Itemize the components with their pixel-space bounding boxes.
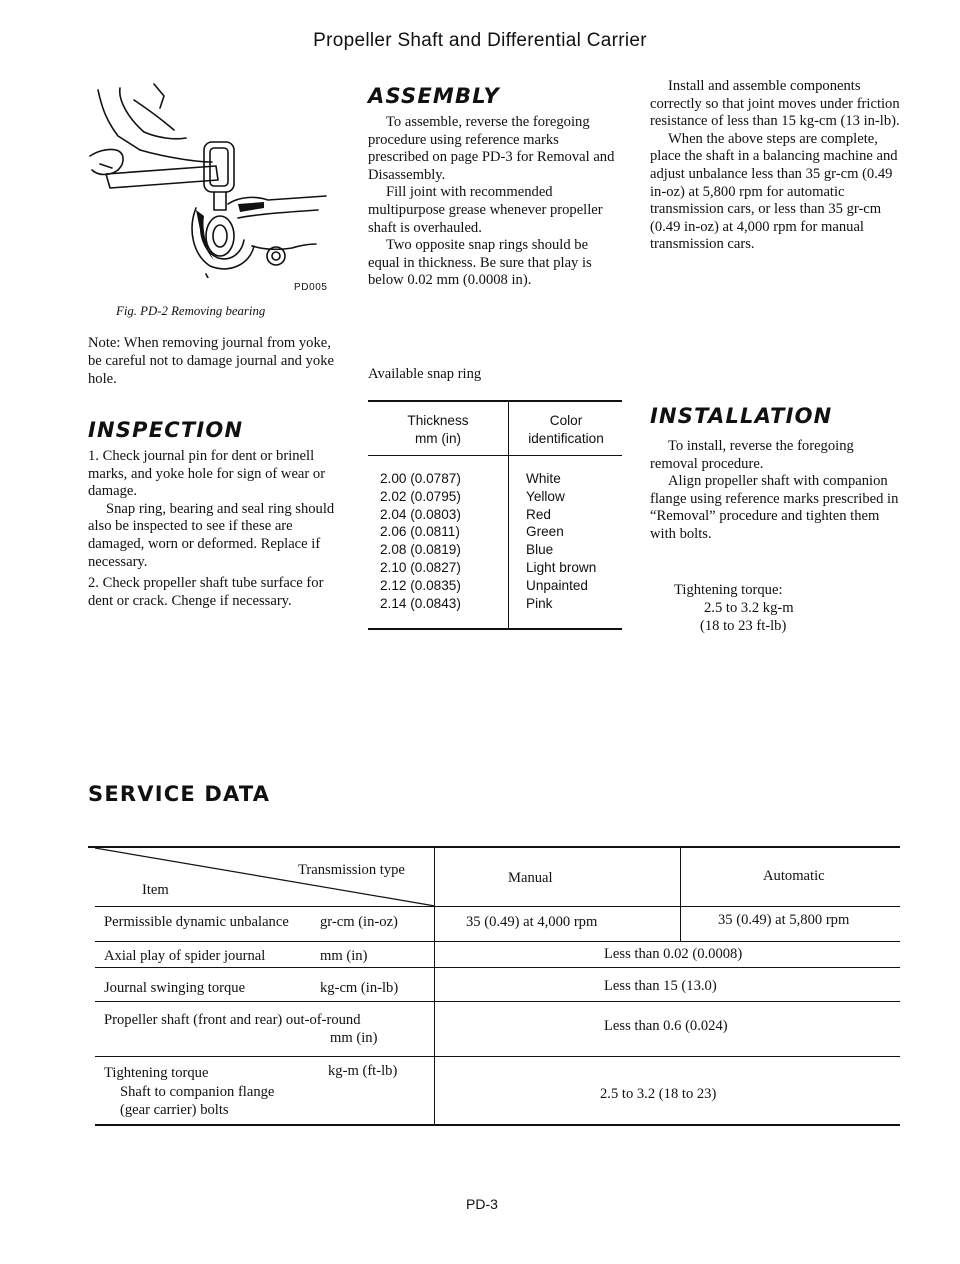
right-para-1: Install and assemble components correctly so that joint moves under friction resistance of less than 15 kg-cm (13 in-lb). <box>650 78 900 130</box>
service-row1-unit: gr-cm (in-oz) <box>320 914 398 930</box>
table-row: White <box>526 471 561 486</box>
inspection-item-2: 2. Check propeller shaft tube surface for dent or crack. Chenge if necessary. <box>88 575 324 609</box>
service-table-row2-rule <box>95 967 900 968</box>
snap-table-header-color <box>510 412 622 448</box>
table-row: 2.12 (0.0835) <box>380 577 461 593</box>
right-para-2: When the above steps are complete, place the shaft in a balancing machine and adjust unbalance less than 35 gr-cm (0.49 in-oz) at 5,800 rpm for automatic transmission cars, or less than 35 gr-cm (0.49 in-oz) at 4,000 rpm for manual transmission cars. <box>650 130 898 253</box>
snap-table-header-thickness <box>370 412 506 448</box>
installation-para-2: Align propeller shaft with companion flange using reference marks prescribed in “Removal” procedure and tighten them with bolts. <box>650 473 899 542</box>
service-row5-sub2: (gear carrier) bolts <box>120 1102 229 1118</box>
right-column-text <box>650 78 904 254</box>
table-row: 2.10 (0.0827) <box>380 559 461 575</box>
table-row: Red <box>526 506 551 522</box>
service-row4-unit: mm (in) <box>330 1030 378 1046</box>
service-row1-automatic: 35 (0.49) at 5,800 rpm <box>718 912 850 928</box>
service-table-col-divider-1 <box>434 848 435 1126</box>
service-table-header-rule <box>95 906 900 907</box>
service-table-col-divider-2 <box>680 848 681 942</box>
service-row1-item: Permissible dynamic unbalance <box>104 914 289 930</box>
table-row: Unpainted <box>526 577 588 593</box>
table-row: Light brown <box>526 559 597 575</box>
service-header-transmission-type: Transmission type <box>298 862 405 878</box>
assembly-para-3: Two opposite snap rings should be equal in thickness. Be sure that play is below 0.02 mm (0.0008 in). <box>368 237 592 289</box>
figure-caption: Fig. PD-2 Removing bearing <box>116 304 266 318</box>
page-number: PD-3 <box>466 1196 498 1212</box>
figure-code: PD005 <box>294 282 328 293</box>
snap-table-bottom-rule <box>368 628 622 630</box>
table-row: 2.00 (0.0787) <box>380 471 461 486</box>
service-row3-item: Journal swinging torque <box>104 980 246 996</box>
service-row5-item: Tightening torque <box>104 1065 209 1081</box>
snap-table-thickness-col <box>380 470 506 612</box>
table-row: Blue <box>526 542 554 558</box>
thickness-unit: mm (in) <box>414 430 462 446</box>
table-row: Pink <box>526 595 553 611</box>
inspection-item-1-detail: Snap ring, bearing and seal ring should also be inspected to see if these are damaged, worn or deformed. Replace if necessary. <box>88 500 335 570</box>
assembly-para-1: To assemble, reverse the foregoing procedure using reference marks prescribed on page PD-3 for Removal and Disassembly. <box>368 114 615 183</box>
service-row4-value: Less than 0.6 (0.024) <box>604 1018 728 1034</box>
service-row3-value: Less than 15 (13.0) <box>604 978 717 994</box>
color-header-2: identification <box>528 430 604 446</box>
table-row: 2.08 (0.0819) <box>380 542 461 558</box>
snap-table-color-col <box>526 470 622 612</box>
tightening-torque-value-imperial: (18 to 23 ft-lb) <box>700 618 787 634</box>
table-row: 2.06 (0.0811) <box>380 524 460 540</box>
assembly-para-2: Fill joint with recommended multipurpose grease whenever propeller shaft is overhauled. <box>368 184 603 236</box>
page-header: Propeller Shaft and Differential Carrier <box>313 30 647 51</box>
service-row2-item: Axial play of spider journal <box>104 948 266 964</box>
service-row2-unit: mm (in) <box>320 948 368 964</box>
service-row2-value: Less than 0.02 (0.0008) <box>604 946 743 962</box>
color-header: Color <box>549 413 583 428</box>
service-row4-item: Propeller shaft (front and rear) out-of-round <box>104 1012 361 1028</box>
note-text: Note: When removing journal from yoke, be careful not to damage journal and yoke hole. <box>88 335 334 387</box>
service-table-row4-rule <box>95 1056 900 1057</box>
tightening-torque-value-metric: 2.5 to 3.2 kg-m <box>704 600 794 616</box>
service-row5-value: 2.5 to 3.2 (18 to 23) <box>600 1086 717 1102</box>
installation-text <box>650 438 904 544</box>
tightening-torque-label: Tightening torque: <box>674 582 783 598</box>
service-header-manual: Manual <box>508 870 553 886</box>
installation-heading: INSTALLATION <box>650 404 833 428</box>
service-header-item: Item <box>142 882 169 898</box>
table-row: Green <box>526 524 564 540</box>
table-row: Yellow <box>526 488 565 504</box>
installation-para-1: To install, reverse the foregoing removal procedure. <box>650 438 854 472</box>
service-table-bottom-rule <box>95 1124 900 1126</box>
snap-table-top-rule <box>368 400 622 402</box>
service-row5-unit: kg-m (ft-lb) <box>328 1063 398 1079</box>
service-table-row1-rule <box>95 941 900 942</box>
service-row5-sub1: Shaft to companion flange <box>120 1084 275 1100</box>
inspection-item-1: 1. Check journal pin for dent or brinell marks, and yoke hole for sign of wear or damage. <box>88 448 326 500</box>
assembly-heading: ASSEMBLY <box>368 84 500 108</box>
snap-table-divider <box>508 402 509 630</box>
service-header-automatic: Automatic <box>763 868 825 884</box>
service-row1-manual: 35 (0.49) at 4,000 rpm <box>466 914 598 930</box>
service-row3-unit: kg-cm (in-lb) <box>320 980 399 996</box>
table-row: 2.14 (0.0843) <box>380 595 461 611</box>
table-row: 2.02 (0.0795) <box>380 488 461 504</box>
inspection-heading: INSPECTION <box>88 418 244 442</box>
service-table-row3-rule <box>95 1001 900 1002</box>
removing-bearing-illustration <box>88 78 340 278</box>
table-row: 2.04 (0.0803) <box>380 506 461 522</box>
assembly-text <box>368 114 622 290</box>
inspection-text <box>88 448 336 610</box>
service-data-heading: SERVICE DATA <box>88 782 271 806</box>
snap-table-header-rule <box>368 455 622 456</box>
thickness-header: Thickness <box>407 413 469 428</box>
available-snap-ring-label: Available snap ring <box>368 366 482 382</box>
